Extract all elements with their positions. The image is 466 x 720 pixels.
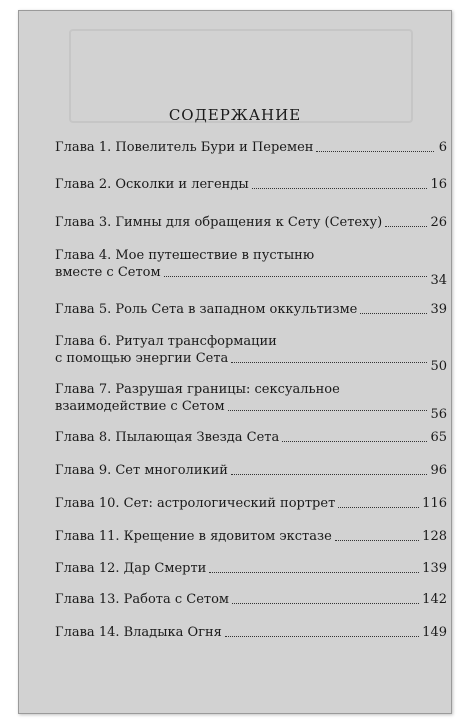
toc-entry-page: 96 xyxy=(430,463,447,478)
dot-leader xyxy=(225,635,419,637)
toc-entry-page: 56 xyxy=(430,407,447,422)
toc-entry-title: Глава 12. Дар Смерти xyxy=(55,561,207,576)
toc-entry-title: Глава 1. Повелитель Бури и Перемен xyxy=(55,140,314,155)
toc-entry xyxy=(55,528,447,545)
toc-entry xyxy=(55,429,447,446)
dot-leader xyxy=(231,473,428,475)
dot-leader xyxy=(164,275,428,277)
toc-entry-title: вместе с Сетом xyxy=(55,265,161,280)
toc-entry-title: Глава 13. Работа с Сетом xyxy=(55,592,230,607)
toc-entry-title-line1: Глава 6. Ритуал трансформации xyxy=(55,334,277,349)
toc-entry xyxy=(55,247,447,288)
dot-leader xyxy=(316,150,434,152)
toc-entry-title: Глава 2. Осколки и легенды xyxy=(55,177,249,192)
book-page xyxy=(18,10,452,714)
dot-leader xyxy=(228,409,428,411)
dot-leader xyxy=(231,361,427,363)
toc-entry-page: 26 xyxy=(430,215,447,230)
toc-entry xyxy=(55,301,447,318)
toc-entry-page: 139 xyxy=(422,561,447,576)
toc-entry-title: взаимодействие с Сетом xyxy=(55,399,225,414)
toc-entry-page: 65 xyxy=(430,430,447,445)
toc-entry-page: 142 xyxy=(422,592,447,607)
toc-entry-page: 34 xyxy=(430,273,447,288)
toc-entry-page: 50 xyxy=(430,359,447,374)
dot-leader xyxy=(385,225,427,227)
dot-leader xyxy=(252,187,428,189)
toc-entry xyxy=(55,624,447,641)
toc-entry-title: Глава 10. Сет: астрологический портрет xyxy=(55,496,336,511)
toc-entry xyxy=(55,560,447,577)
toc-entry-title-line1: Глава 7. Разрушая границы: сексуальное xyxy=(55,382,340,397)
toc-entry xyxy=(55,176,447,193)
dot-leader xyxy=(232,602,419,604)
dot-leader xyxy=(338,506,419,508)
toc-entry xyxy=(55,462,447,479)
toc-entry xyxy=(55,139,447,156)
dot-leader xyxy=(360,312,427,314)
toc-entry-page: 16 xyxy=(430,177,447,192)
toc-entry-title-line1: Глава 4. Мое путешествие в пустыню xyxy=(55,248,315,263)
toc-entry xyxy=(55,381,447,422)
toc-entry-page: 6 xyxy=(438,140,447,155)
toc-entry-page: 116 xyxy=(422,496,447,511)
dot-leader xyxy=(335,539,419,541)
toc-entry xyxy=(55,495,447,512)
toc-entry-page: 128 xyxy=(422,529,447,544)
toc-entry-title: Глава 9. Сет многоликий xyxy=(55,463,228,478)
dot-leader xyxy=(282,440,427,442)
toc-entry-title: Глава 3. Гимны для обращения к Сету (Сетеху) xyxy=(55,215,383,230)
toc-entry xyxy=(55,591,447,608)
dot-leader xyxy=(209,571,419,573)
toc-entry-page: 149 xyxy=(422,625,447,640)
toc-entry-title: Глава 5. Роль Сета в западном оккультизме xyxy=(55,302,358,317)
toc-entry xyxy=(55,214,447,231)
toc-entry xyxy=(55,333,447,374)
toc-heading: СОДЕРЖАНИЕ xyxy=(168,106,302,124)
toc-entry-title: Глава 8. Пылающая Звезда Сета xyxy=(55,430,280,445)
toc-entry-title: Глава 11. Крещение в ядовитом экстазе xyxy=(55,529,332,544)
toc-entry-page: 39 xyxy=(430,302,447,317)
toc-entry-title: Глава 14. Владыка Огня xyxy=(55,625,222,640)
table-of-contents xyxy=(55,139,447,640)
toc-entry-title: с помощью энергии Сета xyxy=(55,351,229,366)
